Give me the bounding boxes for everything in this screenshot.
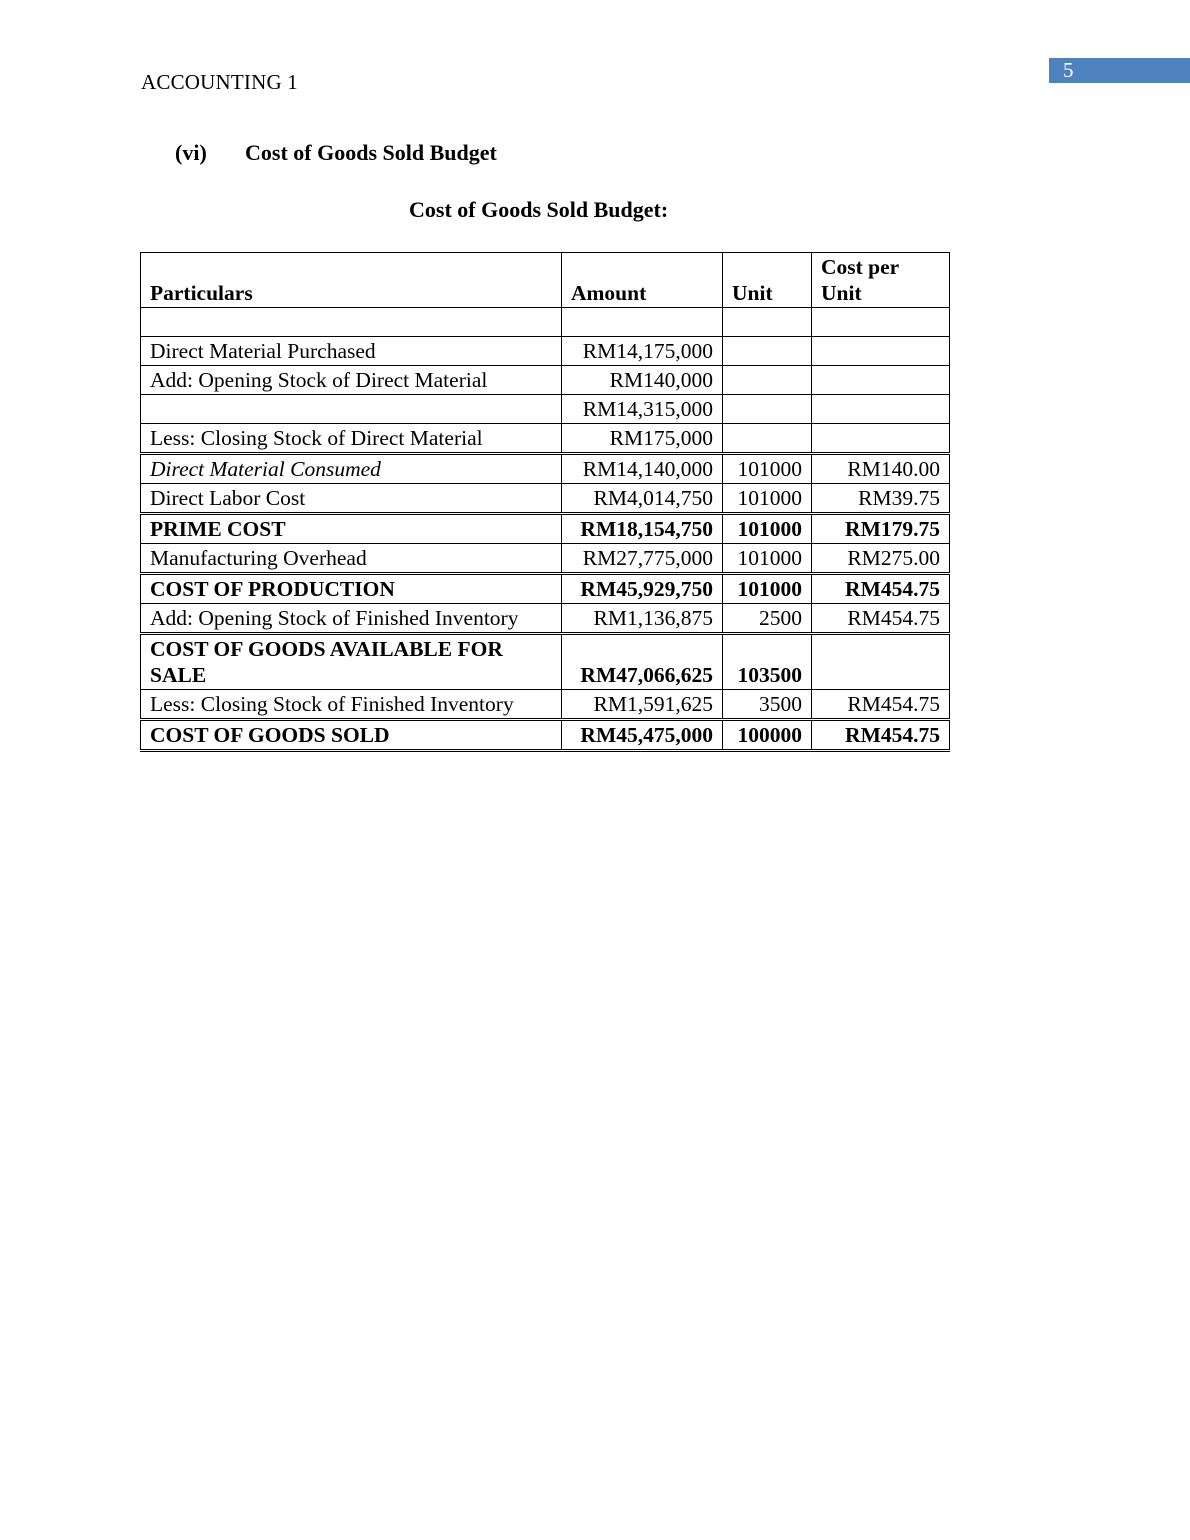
cell-unit	[723, 308, 812, 337]
cell-amount	[562, 308, 723, 337]
amount-value: RM45,929,750	[580, 577, 713, 601]
table-row	[141, 484, 950, 514]
cell-particulars: COST OF GOODS SOLD	[141, 720, 562, 751]
cell-amount	[562, 720, 723, 751]
cell-particulars: Less: Closing Stock of Direct Material	[141, 424, 562, 454]
cell-unit	[723, 574, 812, 604]
running-header: ACCOUNTING 1	[141, 70, 298, 94]
page-number: 5	[1063, 58, 1074, 82]
amount-value: RM14,175,000	[582, 339, 713, 363]
amount-value: RM14,315,000	[582, 397, 713, 421]
table-title: Cost of Goods Sold Budget:	[409, 197, 669, 222]
cell-cost-per-unit	[812, 395, 950, 424]
cell-amount: RM140,000	[562, 366, 723, 395]
cell-particulars: Direct Material Consumed	[141, 454, 562, 484]
amount-value: RM14,140,000	[582, 457, 713, 481]
cell-cost-per-unit: RM454.75	[812, 690, 950, 720]
cell-cost-per-unit	[812, 308, 950, 337]
table-row	[141, 720, 950, 751]
cell-cost-per-unit	[812, 634, 950, 690]
section-heading	[175, 140, 497, 166]
cell-particulars	[141, 308, 562, 337]
unit-value: 101000	[737, 457, 802, 481]
cell-unit	[723, 484, 812, 514]
cell-cost-per-unit	[812, 424, 950, 454]
cell-cost-per-unit: RM39.75	[812, 484, 950, 514]
cell-unit	[723, 424, 812, 454]
cell-unit	[723, 454, 812, 484]
table-row	[141, 514, 950, 544]
table-header-row	[141, 253, 950, 308]
amount-value: RM18,154,750	[580, 517, 713, 541]
cell-particulars: Less: Closing Stock of Finished Inventory	[141, 690, 562, 720]
cell-particulars	[141, 395, 562, 424]
cell-cost-per-unit: RM454.75	[812, 574, 950, 604]
cell-particulars: COST OF GOODS AVAILABLE FOR SALE	[141, 634, 562, 690]
cell-unit	[723, 514, 812, 544]
table-row	[141, 395, 950, 424]
unit-value: 101000	[737, 486, 802, 510]
table-row	[141, 634, 950, 690]
cell-cost-per-unit: RM454.75	[812, 604, 950, 634]
amount-value: RM27,775,000	[582, 546, 713, 570]
section-number: (vi)	[175, 140, 207, 165]
cell-particulars: PRIME COST	[141, 514, 562, 544]
amount-value: RM47,066,625	[580, 663, 713, 687]
table-row	[141, 424, 950, 454]
cell-particulars: Direct Labor Cost	[141, 484, 562, 514]
cell-amount	[562, 514, 723, 544]
cell-unit	[723, 720, 812, 751]
unit-value: 101000	[737, 517, 802, 541]
cell-particulars: Add: Opening Stock of Direct Material	[141, 366, 562, 395]
cell-cost-per-unit: RM275.00	[812, 544, 950, 574]
cell-amount	[562, 574, 723, 604]
cell-amount	[562, 454, 723, 484]
table-row	[141, 604, 950, 634]
table-row	[141, 308, 950, 337]
cell-amount: RM175,000	[562, 424, 723, 454]
cell-cost-per-unit: RM140.00	[812, 454, 950, 484]
header-unit: Unit	[723, 253, 812, 308]
cell-amount	[562, 337, 723, 366]
cell-amount: RM4,014,750	[562, 484, 723, 514]
cell-unit	[723, 544, 812, 574]
cell-particulars: COST OF PRODUCTION	[141, 574, 562, 604]
table-row	[141, 544, 950, 574]
header-cost-per-unit: Cost per Unit	[812, 253, 950, 308]
table-row	[141, 337, 950, 366]
unit-value: 101000	[737, 546, 802, 570]
cell-amount	[562, 544, 723, 574]
cell-unit	[723, 366, 812, 395]
cell-cost-per-unit	[812, 337, 950, 366]
cell-amount: RM1,136,875	[562, 604, 723, 634]
cell-amount: RM1,591,625	[562, 690, 723, 720]
cell-amount	[562, 634, 723, 690]
cogs-budget-table	[140, 252, 950, 752]
cell-particulars: Manufacturing Overhead	[141, 544, 562, 574]
table-row	[141, 454, 950, 484]
header-particulars: Particulars	[141, 253, 562, 308]
cell-cost-per-unit: RM179.75	[812, 514, 950, 544]
cell-cost-per-unit: RM454.75	[812, 720, 950, 751]
cell-unit	[723, 395, 812, 424]
cell-cost-per-unit	[812, 366, 950, 395]
header-amount: Amount	[562, 253, 723, 308]
cell-particulars: Direct Material Purchased	[141, 337, 562, 366]
unit-value: 103500	[737, 663, 802, 687]
table-row	[141, 366, 950, 395]
cell-particulars: Add: Opening Stock of Finished Inventory	[141, 604, 562, 634]
amount-value: RM45,475,000	[580, 723, 713, 747]
table-row	[141, 690, 950, 720]
cell-unit: 3500	[723, 690, 812, 720]
cell-unit	[723, 634, 812, 690]
cell-amount	[562, 395, 723, 424]
unit-value: 101000	[737, 577, 802, 601]
table-row	[141, 574, 950, 604]
page-number-badge	[1049, 58, 1190, 83]
section-title: Cost of Goods Sold Budget	[245, 140, 497, 165]
unit-value: 100000	[737, 723, 802, 747]
cell-unit	[723, 337, 812, 366]
cell-unit: 2500	[723, 604, 812, 634]
